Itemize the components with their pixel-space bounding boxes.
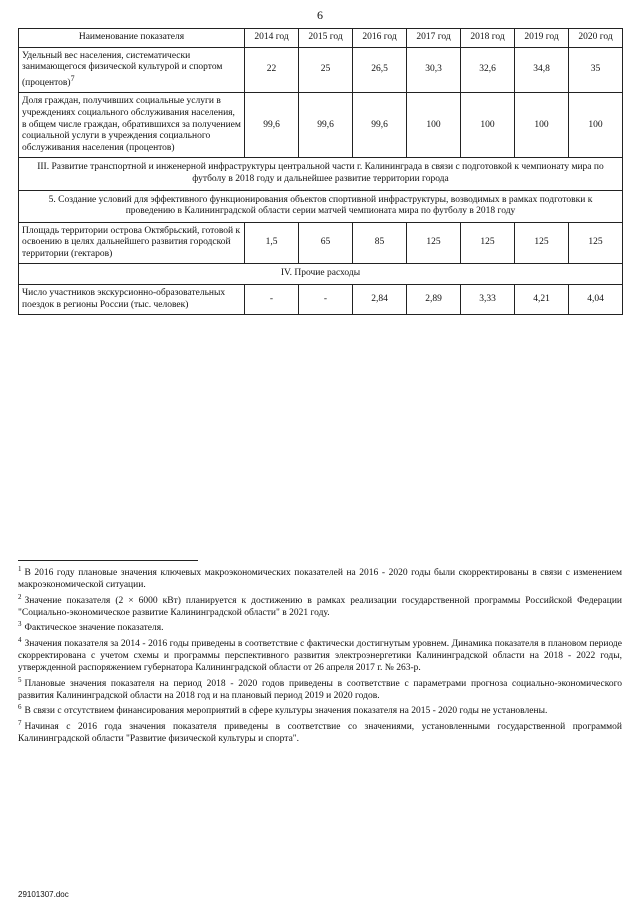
value-cell: 25 xyxy=(299,47,353,93)
column-header: 2019 год xyxy=(515,29,569,48)
section-heading: IV. Прочие расходы xyxy=(19,264,623,285)
subsection-row xyxy=(19,190,623,222)
value-cell: 125 xyxy=(515,222,569,264)
footnote-text: В связи с отсутствием финансирования мероприятий в сфере культуры значения показателя на 2015 - 2020 годы не установлены. xyxy=(24,706,548,717)
value-cell: 99,6 xyxy=(353,93,407,158)
value-cell: 125 xyxy=(461,222,515,264)
page-number: 6 xyxy=(317,8,323,22)
value-cell: 99,6 xyxy=(299,93,353,158)
column-header: 2015 год xyxy=(299,29,353,48)
column-header: 2018 год xyxy=(461,29,515,48)
column-header: Наименование показателя xyxy=(19,29,245,48)
value-cell: - xyxy=(299,284,353,314)
value-cell: 34,8 xyxy=(515,47,569,93)
footnote-mark: 2 xyxy=(18,592,22,601)
footnote-text: Значение показателя (2 × 6000 кВт) планируется к достижению в рамках реализации государственной программы Российской Федерации "Социально-экономическое развитие Калининградской области" в 2021 году. xyxy=(18,595,622,618)
footnote xyxy=(18,565,622,592)
value-cell: 22 xyxy=(245,47,299,93)
indicator-name: Доля граждан, получивших социальные услуги в учреждениях социального обслуживания населения, в общем числе граждан, обратившихся за получением социальной услуги в учреждения социального обслуживания населения (процентов) xyxy=(19,93,245,158)
value-cell: 2,84 xyxy=(353,284,407,314)
value-cell: 32,6 xyxy=(461,47,515,93)
value-cell: 3,33 xyxy=(461,284,515,314)
footnote-mark: 7 xyxy=(18,719,22,728)
indicators-table xyxy=(18,28,623,315)
value-cell: 100 xyxy=(569,93,623,158)
value-cell: 85 xyxy=(353,222,407,264)
indicator-name: Площадь территории острова Октябрьский, готовой к освоению в целях дальнейшего развития городской территории (гектаров) xyxy=(19,222,245,264)
column-header: 2016 год xyxy=(353,29,407,48)
value-cell: 125 xyxy=(407,222,461,264)
footnote xyxy=(18,703,622,718)
value-cell: 30,3 xyxy=(407,47,461,93)
table-row xyxy=(19,222,623,264)
footnote-text: Значения показателя за 2014 - 2016 годы приведены в соответствие с фактически достигнутым уровнем. Динамика показателя в плановом периоде скорректирована с учетом схемы и программы перспективного развития электроэнергетики Калининградской области на 2018 - 2022 годы, утвержденной распоряжением губернатора Калининградской области от 26 апреля 2017 г. № 263-р. xyxy=(18,639,622,673)
value-cell: 100 xyxy=(407,93,461,158)
value-cell: 125 xyxy=(569,222,623,264)
file-code: 29101307.doc xyxy=(18,890,69,899)
value-cell: 4,21 xyxy=(515,284,569,314)
section-row xyxy=(19,264,623,285)
indicator-name: Число участников экскурсионно-образовательных поездок в регионы России (тыс. человек) xyxy=(19,284,245,314)
footnote-mark: 5 xyxy=(18,675,22,684)
footnote-mark: 3 xyxy=(18,620,22,629)
column-header: 2014 год xyxy=(245,29,299,48)
table-row xyxy=(19,93,623,158)
value-cell: 1,5 xyxy=(245,222,299,264)
value-cell: 2,89 xyxy=(407,284,461,314)
column-header: 2017 год xyxy=(407,29,461,48)
footnote-text: Плановые значения показателя на период 2018 - 2020 годов приведены в соответствие с параметрами прогноза социально-экономического развития Калининградской области на 2018 год и на плановый период 2019 и 2020 годов. xyxy=(18,678,622,701)
section-heading: III. Развитие транспортной и инженерной инфраструктуры центральной части г. Калининграда в связи с подготовкой к чемпионату мира по футболу в 2018 году и дальнейшее развитие территории города xyxy=(19,158,623,190)
footnote-text: Начиная с 2016 года значения показателя приведены в соответствие со значениями, установленными государственной программой Калининградской области "Развитие физической культуры и спорта". xyxy=(18,722,622,745)
footnote xyxy=(18,593,622,620)
section-row xyxy=(19,158,623,190)
footnote-mark: 7 xyxy=(70,73,75,83)
footnote-mark: 4 xyxy=(18,636,22,645)
table-row xyxy=(19,47,623,93)
column-header: 2020 год xyxy=(569,29,623,48)
subsection-heading: 5. Создание условий для эффективного функционирования объектов спортивной инфраструктуры, возводимых в рамках подготовки к проведению в Калининградской области серии матчей чемпионата мира по футболу в 2018 году xyxy=(19,190,623,222)
table-row xyxy=(19,284,623,314)
footnote xyxy=(18,620,622,635)
value-cell: 26,5 xyxy=(353,47,407,93)
footnote-mark: 6 xyxy=(18,703,22,712)
footnotes xyxy=(18,560,622,747)
footnote-text: В 2016 году плановые значения ключевых макроэкономических показателей на 2016 - 2020 годы были скорректированы в связи с изменением макроэкономической ситуации. xyxy=(18,568,622,590)
value-cell: 100 xyxy=(515,93,569,158)
value-cell: 4,04 xyxy=(569,284,623,314)
indicator-name xyxy=(19,47,245,93)
value-cell: 65 xyxy=(299,222,353,264)
footnote xyxy=(18,676,622,703)
value-cell: - xyxy=(245,284,299,314)
value-cell: 100 xyxy=(461,93,515,158)
value-cell: 99,6 xyxy=(245,93,299,158)
footnote-divider xyxy=(18,560,198,561)
table-header-row xyxy=(19,29,623,48)
footnote xyxy=(18,636,622,674)
value-cell: 35 xyxy=(569,47,623,93)
footnote-text: Фактическое значение показателя. xyxy=(24,623,164,634)
footnote-mark: 1 xyxy=(18,565,22,573)
footnote xyxy=(18,719,622,746)
indicator-name-text: Удельный вес населения, систематически занимающегося физической культурой и спортом (процентов) xyxy=(22,50,223,88)
